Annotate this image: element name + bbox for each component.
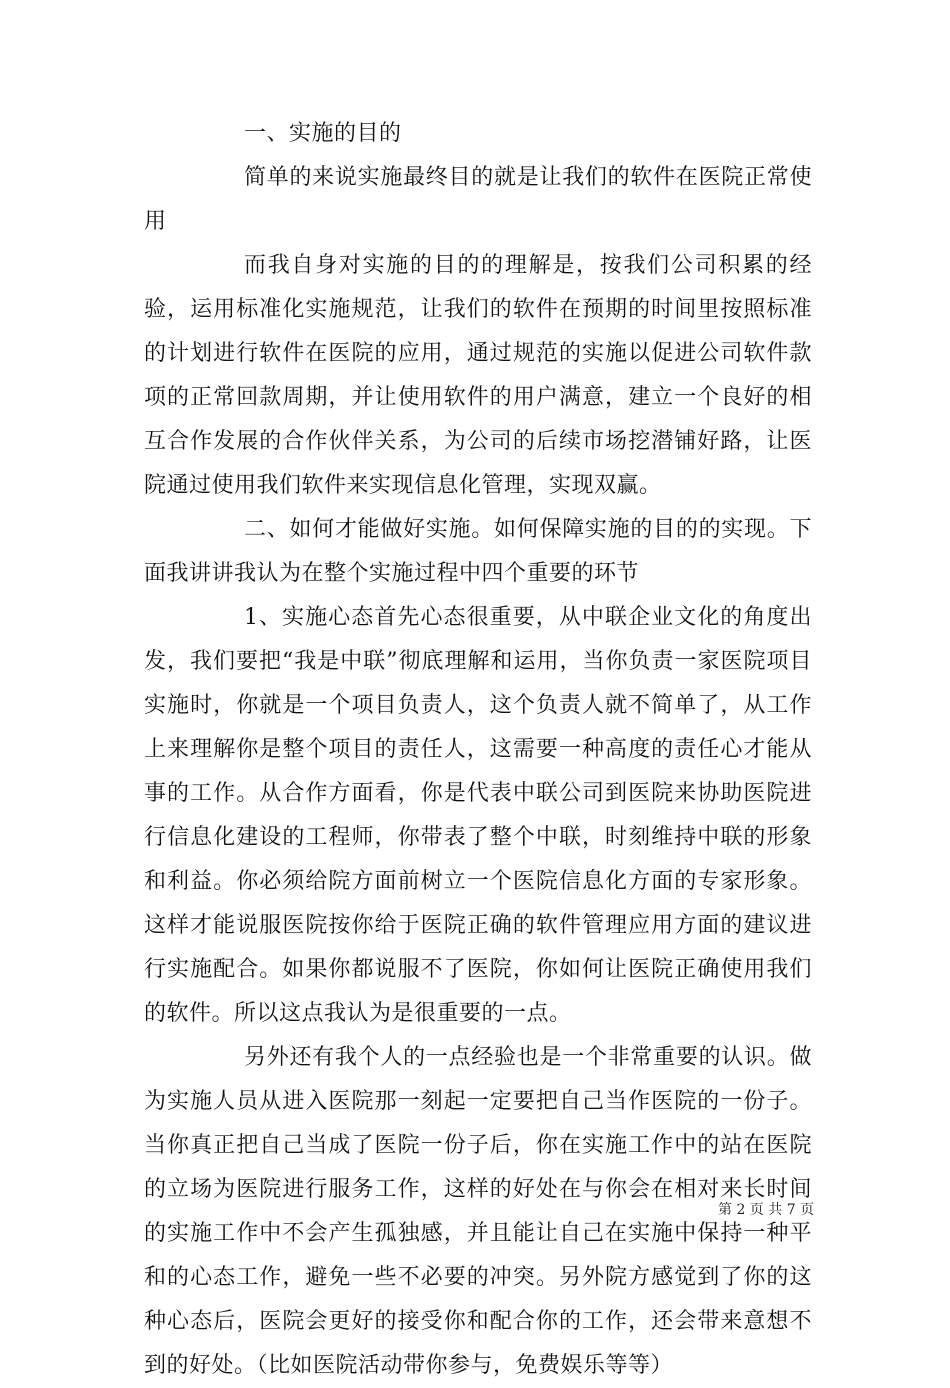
paragraph-mindset: 1、实施心态首先心态很重要，从中联企业文化的角度出发，我们要把“我是中联”彻底理解和运用，当你负责一家医院项目实施时，你就是一个项目负责人，这个负责人就不简单了，从工作上来理解你是整个项目的责任人，这需要一种高度的责任心才能从事的工作。从合作方面看，你是代表中联公司到医院来协助医院进行信息化建设的工程师，你带表了整个中联，时刻维持中联的形象和利益。你必须给院方面前树立一个医院信息化方面的专家形象。这样才能说服医院按你给于医院正确的软件管理应用方面的建议进行实施配合。如果你都说服不了医院，你如何让医院正确使用我们的软件。所以这点我认为是很重要的一点。: [144, 605, 812, 1026]
document-body: [144, 112, 815, 1388]
section-heading-how: 二、如何才能做好实施。如何保障实施的目的的实现。下面我讲讲我认为在整个实施过程中四个重要的环节: [144, 517, 812, 586]
paragraph-experience: 另外还有我个人的一点经验也是一个非常重要的认识。做为实施人员从进入医院那一刻起一定要把自己当作医院的一份子。当你真正把自己当成了医院一份子后，你在实施工作中的站在医院的立场为医院进行服务工作，这样的好处在与你会在相对来长时间的实施工作中不会产生孤独感，并且能让自己在实施中保持一种平和的心态工作，避免一些不必要的冲突。另外院方感觉到了你的这种心态后，医院会更好的接受你和配合你的工作，还会带来意想不到的好处。（比如医院活动带你参与，免费娱乐等等）: [144, 1045, 812, 1378]
page-number-footer: 第 2 页 共 7 页: [718, 1202, 815, 1218]
paragraph-understanding: 而我自身对实施的目的的理解是，按我们公司积累的经验，运用标准化实施规范，让我们的软件在预期的时间里按照标准的计划进行软件在医院的应用，通过规范的实施以促进公司软件款项的正常回款周期，并让使用软件的用户满意，建立一个良好的相互合作发展的合作伙伴关系，为公司的后续市场挖潜铺好路，让医院通过使用我们软件来实现信息化管理，实现双赢。: [144, 253, 812, 498]
paragraph-summary: 简单的来说实施最终目的就是让我们的软件在医院正常使用: [144, 165, 812, 234]
section-heading-purpose: 一、实施的目的: [244, 121, 402, 146]
